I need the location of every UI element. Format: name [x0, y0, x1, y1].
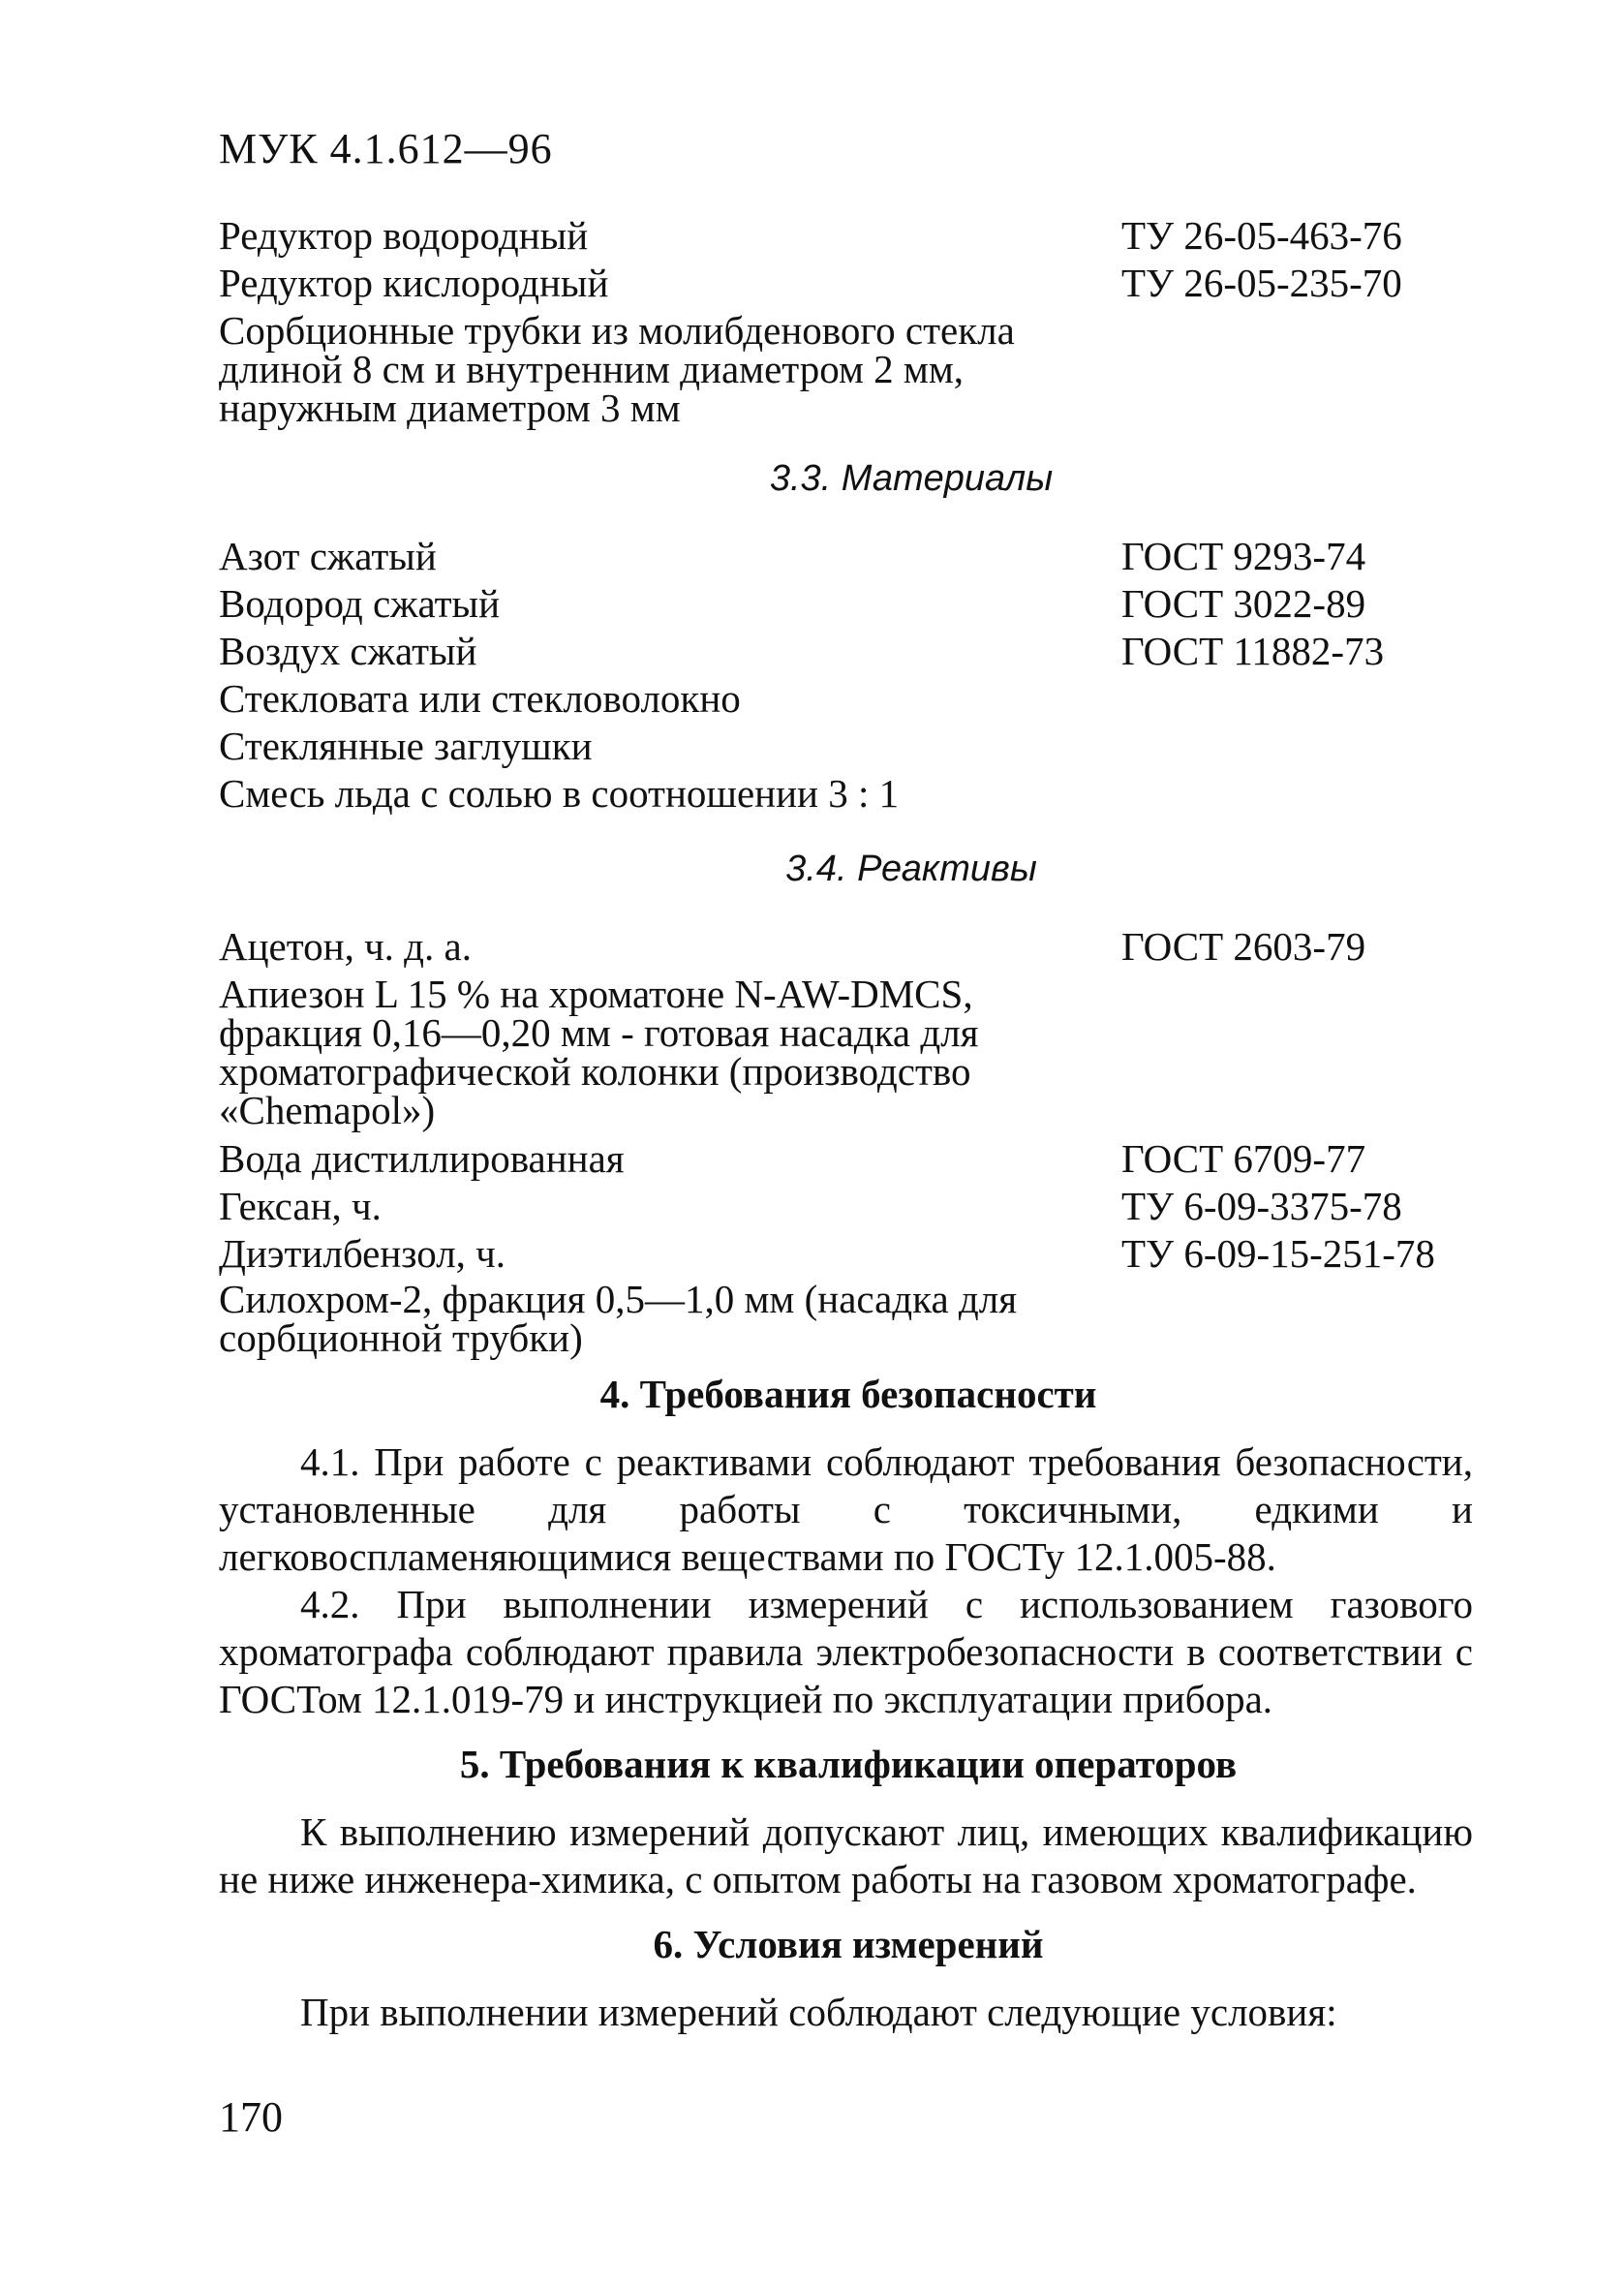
- list-item: [219, 1230, 1478, 1278]
- section-4-paragraph-2: 4.2. При выполнении измерений с использованием газового хроматографа соблюдают правила электробезопасности в соответствии с ГОСТом 12.1.019-79 и инструкцией по эксплуатации прибора.: [219, 1582, 1473, 1721]
- list-item: [219, 212, 1478, 260]
- list-item: [219, 1183, 1478, 1230]
- item-name: Редуктор кислородный: [219, 261, 609, 305]
- reagents-heading: 3.4. Реактивы: [785, 849, 1037, 889]
- item-name: Вода дистиллированная: [219, 1136, 625, 1181]
- item-standard: ГОСТ 11882-73: [1121, 629, 1385, 673]
- section-5-paragraph-1: К выполнению измерений допускают лиц, имеющих квалификацию не ниже инженера-химика, с опытом работы на газовом хроматографе.: [219, 1809, 1473, 1901]
- list-item: [219, 675, 1478, 723]
- item-standard: [1071, 1280, 1478, 1357]
- materials-list: [219, 533, 1478, 818]
- item-name: Силохром-2, фракция 0,5—1,0 мм (насадка для сорбционной трубки): [219, 1277, 1018, 1360]
- page-number: 170: [219, 2093, 283, 2141]
- list-item: [219, 972, 1478, 1132]
- section-4-title: 4. Требования безопасности: [599, 1372, 1097, 1416]
- list-item: [219, 628, 1478, 675]
- section-6-title: 6. Условия измерений: [653, 1922, 1044, 1966]
- materials-heading: 3.3. Материалы: [769, 458, 1054, 499]
- section-6-paragraph-1: При выполнении измерений соблюдают следующие условия:: [300, 1990, 1337, 2034]
- item-name: Воздух сжатый: [219, 629, 477, 673]
- item-name: Редуктор водородный: [219, 213, 589, 258]
- item-name: Сорбционные трубки из молибденового стекла длиной 8 см и внутренним диаметром 2 мм, наружным диаметром 3 мм: [219, 308, 1015, 430]
- item-name: Гексан, ч.: [219, 1184, 382, 1228]
- list-item: [219, 923, 1478, 971]
- item-name: Водород сжатый: [219, 581, 501, 626]
- equipment-list: [219, 212, 1478, 430]
- item-name: Апиезон L 15 % на хроматоне N-AW-DMCS, фракция 0,16—0,20 мм - готовая насадка для хроматографической колонки (производство «Chemapol»): [219, 972, 979, 1132]
- section-5-title: 5. Требования к квалификации операторов: [459, 1742, 1238, 1786]
- item-standard: [1121, 770, 1478, 818]
- item-name: Смесь льда с солью в соотношении 3 : 1: [219, 771, 900, 816]
- item-standard: ГОСТ 2603-79: [1121, 924, 1366, 969]
- item-standard: [1052, 311, 1478, 427]
- item-standard: ГОСТ 3022-89: [1121, 581, 1366, 626]
- item-standard: ГОСТ 6709-77: [1121, 1136, 1366, 1181]
- list-item: [219, 580, 1478, 628]
- item-standard: ТУ 6-09-3375-78: [1121, 1184, 1402, 1228]
- item-name: Азот сжатый: [219, 534, 437, 578]
- item-name: Диэтилбензол, ч.: [219, 1231, 506, 1276]
- item-standard: ТУ 26-05-235-70: [1121, 261, 1402, 305]
- item-standard: ТУ 6-09-15-251-78: [1121, 1231, 1435, 1276]
- item-name: Стекловата или стекловолокно: [219, 676, 741, 721]
- list-item: [219, 1135, 1478, 1183]
- item-standard: [1121, 675, 1478, 723]
- list-item: [219, 260, 1478, 307]
- list-item: [219, 533, 1478, 580]
- item-standard: ТУ 26-05-463-76: [1121, 213, 1402, 258]
- item-name: Стеклянные заглушки: [219, 724, 593, 768]
- list-item: [219, 723, 1478, 770]
- reagents-list: [219, 923, 1478, 1360]
- list-item: [219, 1277, 1478, 1360]
- item-standard: [1071, 974, 1478, 1129]
- document-code: МУК 4.1.612—96: [219, 125, 553, 172]
- list-item: [219, 770, 1478, 818]
- document-page: [219, 124, 1478, 2036]
- item-standard: ГОСТ 9293-74: [1121, 534, 1366, 578]
- section-4-paragraph-1: 4.1. При работе с реактивами соблюдают требования безопасности, установленные для работы с токсичными, едкими и легковоспламеняющимися веществами по ГОСТу 12.1.005-88.: [219, 1439, 1473, 1579]
- item-name: Ацетон, ч. д. а.: [219, 924, 472, 969]
- item-standard: [1121, 723, 1478, 770]
- list-item: [219, 308, 1478, 430]
